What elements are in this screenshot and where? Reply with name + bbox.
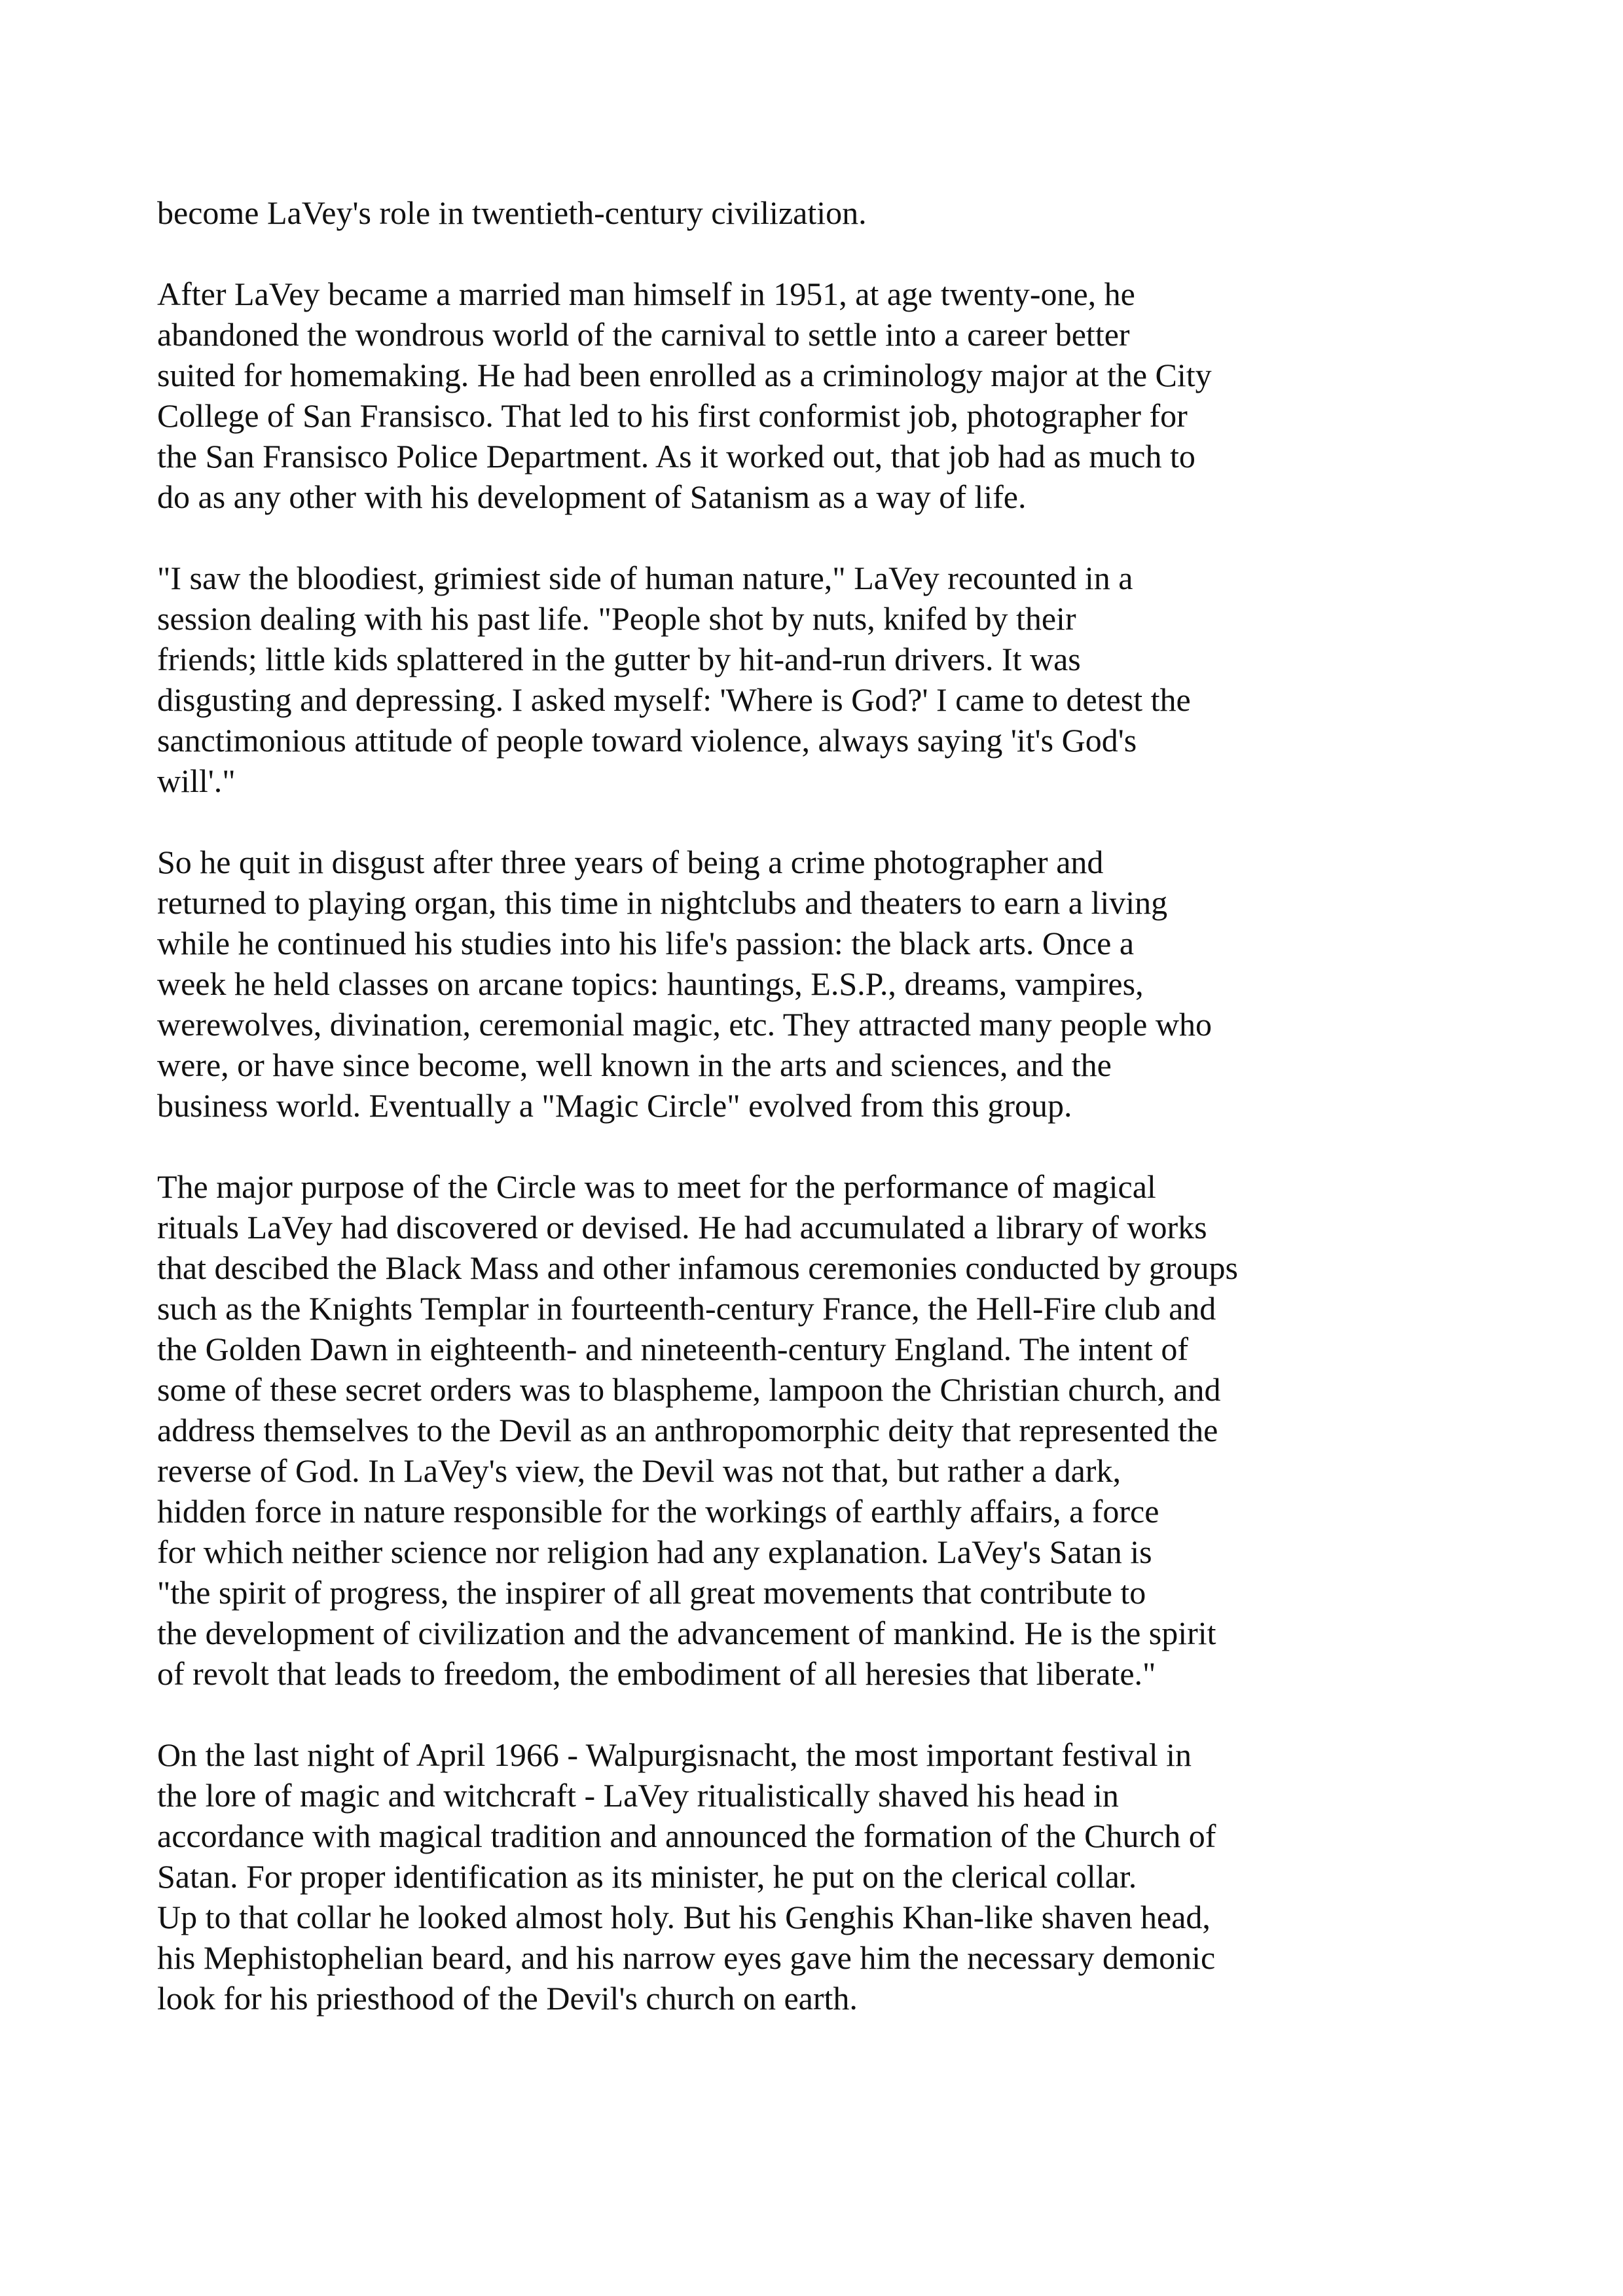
text-line: friends; little kids splattered in the gutter by hit-and-run drivers. It was — [157, 641, 1081, 677]
text-line: sanctimonious attitude of people toward violence, always saying 'it's God's — [157, 722, 1137, 759]
body-text — [157, 192, 1519, 2059]
text-line: accordance with magical tradition and announced the formation of the Church of — [157, 1818, 1216, 1854]
text-line: such as the Knights Templar in fourteenth-century France, the Hell-Fire club and — [157, 1290, 1216, 1327]
text-line: College of San Fransisco. That led to his first conformist job, photographer for — [157, 397, 1188, 434]
text-line: do as any other with his development of Satanism as a way of life. — [157, 478, 1027, 515]
text-line: werewolves, divination, ceremonial magic, etc. They attracted many people who — [157, 1006, 1212, 1043]
text-line: some of these secret orders was to blaspheme, lampoon the Christian church, and — [157, 1371, 1221, 1408]
text-line: rituals LaVey had discovered or devised. He had accumulated a library of works — [157, 1209, 1207, 1246]
text-line: the Golden Dawn in eighteenth- and nineteenth-century England. The intent of — [157, 1331, 1188, 1367]
text-line: look for his priesthood of the Devil's church on earth. — [157, 1980, 858, 2017]
text-line: the San Fransisco Police Department. As it worked out, that job had as much to — [157, 438, 1195, 475]
text-line: for which neither science nor religion had any explanation. LaVey's Satan is — [157, 1534, 1152, 1570]
paragraph — [157, 192, 1519, 233]
text-line: were, or have since become, well known in the arts and sciences, and the — [157, 1047, 1112, 1083]
text-line: "I saw the bloodiest, grimiest side of human nature," LaVey recounted in a — [157, 560, 1133, 596]
paragraph — [157, 274, 1519, 517]
text-line: Satan. For proper identification as its minister, he put on the clerical collar. — [157, 1858, 1137, 1895]
text-line: will'." — [157, 762, 236, 799]
text-line: of revolt that leads to freedom, the embodiment of all heresies that liberate." — [157, 1655, 1156, 1692]
text-line: session dealing with his past life. "People shot by nuts, knifed by their — [157, 600, 1076, 637]
text-line: week he held classes on arcane topics: hauntings, E.S.P., dreams, vampires, — [157, 965, 1144, 1002]
text-line: that descibed the Black Mass and other infamous ceremonies conducted by groups — [157, 1249, 1238, 1286]
paragraph — [157, 558, 1519, 801]
text-line: On the last night of April 1966 - Walpurgisnacht, the most important festival in — [157, 1736, 1192, 1773]
text-line: while he continued his studies into his life's passion: the black arts. Once a — [157, 925, 1135, 961]
text-line: So he quit in disgust after three years of being a crime photographer and — [157, 844, 1104, 880]
text-line: his Mephistophelian beard, and his narrow eyes gave him the necessary demonic — [157, 1939, 1216, 1976]
text-line: business world. Eventually a "Magic Circle" evolved from this group. — [157, 1087, 1072, 1124]
text-line: The major purpose of the Circle was to meet for the performance of magical — [157, 1168, 1156, 1205]
text-line: abandoned the wondrous world of the carnival to settle into a career better — [157, 316, 1130, 353]
text-line: address themselves to the Devil as an anthropomorphic deity that represented the — [157, 1412, 1218, 1448]
paragraph — [157, 1166, 1519, 1694]
text-line: "the spirit of progress, the inspirer of all great movements that contribute to — [157, 1574, 1146, 1611]
text-line: After LaVey became a married man himself in 1951, at age twenty-one, he — [157, 276, 1135, 312]
text-line: the development of civilization and the advancement of mankind. He is the spirit — [157, 1615, 1216, 1651]
text-line: returned to playing organ, this time in nightclubs and theaters to earn a living — [157, 884, 1168, 921]
text-line: Up to that collar he looked almost holy. But his Genghis Khan-like shaven head, — [157, 1899, 1211, 1935]
text-line: disgusting and depressing. I asked myself: 'Where is God?' I came to detest the — [157, 681, 1191, 718]
text-line: suited for homemaking. He had been enrolled as a criminology major at the City — [157, 357, 1212, 393]
text-line: become LaVey's role in twentieth-century civilization. — [157, 194, 867, 231]
text-line: hidden force in nature responsible for the workings of earthly affairs, a force — [157, 1493, 1159, 1530]
paragraph — [157, 1734, 1519, 2018]
text-line: the lore of magic and witchcraft - LaVey ritualistically shaved his head in — [157, 1777, 1119, 1814]
text-line: reverse of God. In LaVey's view, the Devil was not that, but rather a dark, — [157, 1452, 1121, 1489]
paragraph — [157, 842, 1519, 1126]
